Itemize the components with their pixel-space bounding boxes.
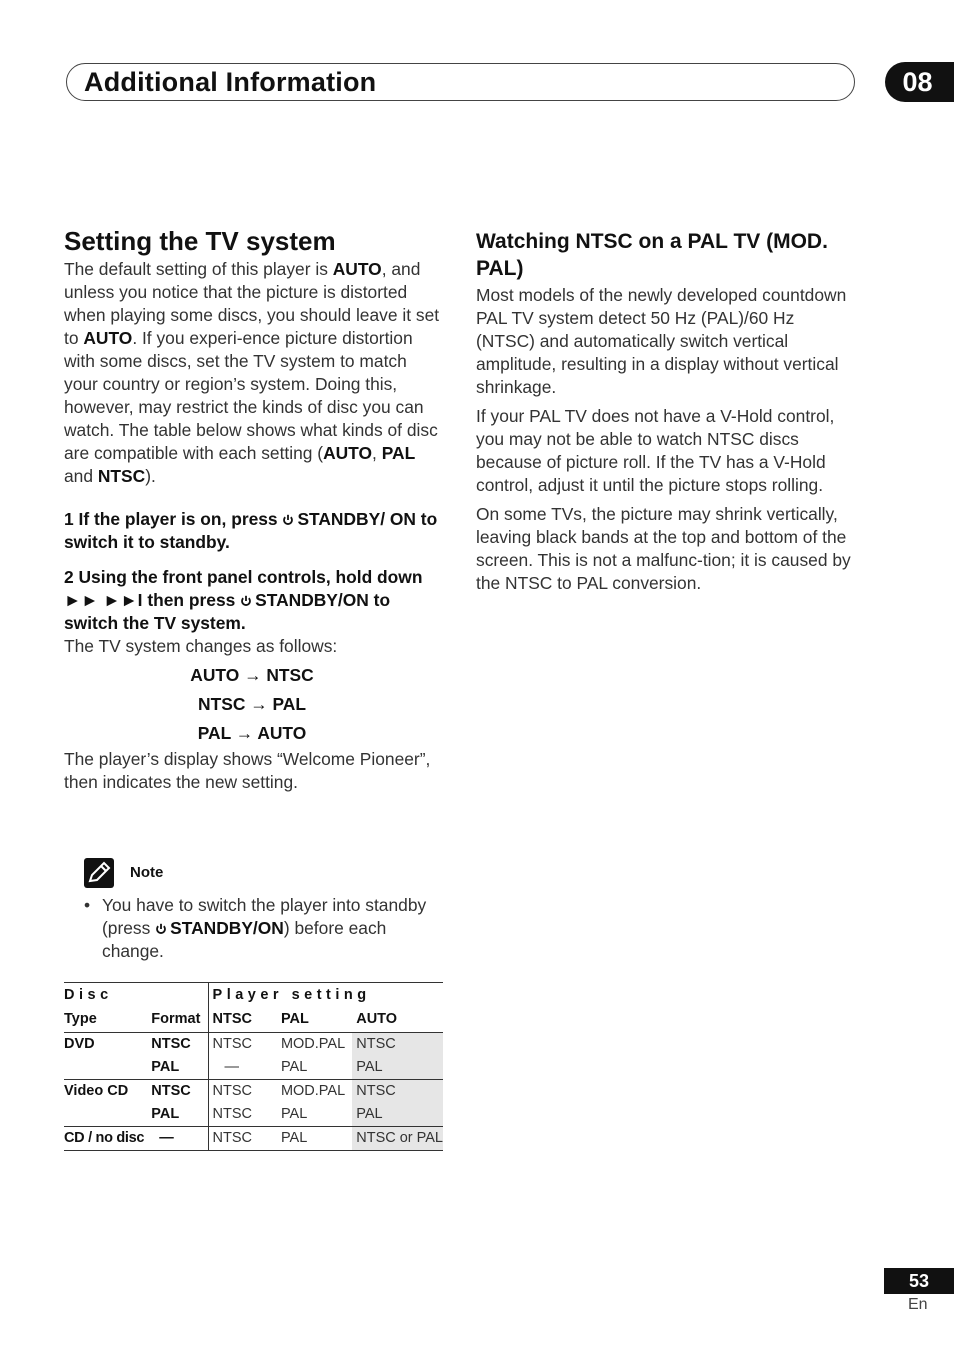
step-2-text-b: then press — [142, 590, 241, 610]
cell-ntsc: NTSC — [208, 1103, 277, 1127]
intro-text-5: and — [64, 466, 98, 486]
cell-type — [64, 1103, 151, 1127]
table-row — [64, 1126, 443, 1150]
intro-text-2: , and unless you notice that the picture is distorted when playing some discs, you should leave it set to — [64, 259, 440, 348]
intro-text-3: . If you experi-ence picture distortion with some discs, set the TV system to match your country or region’s system. Doing this, however, may restrict the kinds of disc you can watch. The table below shows what kinds of disc are compatible with each setting ( — [64, 328, 438, 463]
table-row — [64, 1103, 443, 1127]
intro-bold-1: AUTO — [332, 259, 382, 279]
cell-format: PAL — [151, 1106, 180, 1122]
intro-text-4: , — [372, 443, 382, 463]
intro-bold-2: AUTO — [83, 328, 133, 348]
table-row — [64, 1032, 443, 1056]
step-1-text-a: 1 If the player is on, press — [64, 509, 283, 529]
cell-auto: PAL — [352, 1103, 443, 1127]
arrow-right-icon: → — [244, 665, 262, 685]
sequence-line — [64, 661, 440, 690]
cell-auto: PAL — [352, 1056, 443, 1080]
cell-ntsc: NTSC — [208, 1032, 277, 1056]
cell-ntsc: NTSC — [208, 1079, 277, 1103]
cell-format: NTSC — [151, 1036, 191, 1052]
sequence-line — [64, 690, 440, 719]
table-subheader-row — [64, 1006, 443, 1032]
cell-pal: PAL — [280, 1059, 308, 1075]
note-text-1: You have to switch the player into standby (press — [102, 895, 427, 938]
section-title: Additional Information — [84, 67, 377, 97]
step-1-text-b: STANDBY/ ON to switch it to standby. — [64, 509, 438, 552]
cell-type — [64, 1056, 151, 1080]
step-1 — [64, 508, 440, 554]
cell-auto: NTSC — [352, 1079, 443, 1103]
note-bold: STANDBY/ON — [170, 918, 284, 938]
step-2-text-c: STANDBY/ON to switch the TV system. — [64, 590, 391, 633]
subsection-heading: Watching NTSC on a PAL TV (MOD. PAL) — [476, 230, 828, 280]
arrow-right-icon: → — [235, 723, 254, 743]
col-pal: PAL — [280, 1010, 309, 1027]
page-number: 53 — [884, 1268, 954, 1294]
bullet-dot: • — [84, 895, 91, 915]
tv-system-sequence — [64, 661, 440, 748]
note-bullet — [84, 894, 444, 963]
col-ntsc: NTSC — [208, 1006, 277, 1032]
disc-compatibility-table — [64, 982, 443, 1151]
cell-pal: PAL — [280, 1106, 308, 1122]
chapter-tab: 08 — [885, 62, 954, 102]
right-paragraph-1: Most models of the newly developed countdown PAL TV system detect 50 Hz (PAL)/60 Hz (NTSC) and automatically switch vertical amplitude, resulting in a display without vertical shrinkage. — [476, 285, 847, 397]
cell-auto: NTSC — [352, 1032, 443, 1056]
disc-header-text: Disc — [64, 986, 113, 1003]
power-icon — [282, 514, 294, 526]
power-icon — [240, 595, 252, 607]
player-setting-header-text: Player setting — [212, 986, 371, 1003]
sequence-from: PAL — [197, 723, 231, 743]
disc-header — [64, 983, 208, 1007]
step-2 — [64, 566, 440, 635]
cell-pal: MOD.PAL — [280, 1083, 346, 1099]
sequence-line — [64, 719, 440, 748]
intro-text-1: The default setting of this player is — [64, 259, 333, 279]
pencil-icon — [84, 858, 114, 888]
player-setting-header — [208, 983, 443, 1007]
arrow-right-icon: → — [250, 694, 268, 714]
cell-auto: NTSC or PAL — [352, 1126, 443, 1150]
note-text-2: ) before each change. — [102, 918, 387, 961]
cell-ntsc: NTSC — [208, 1126, 277, 1150]
sequence-to: PAL — [272, 694, 306, 714]
intro-paragraph — [64, 258, 440, 488]
left-column — [64, 226, 440, 794]
sequence-to: AUTO — [257, 723, 307, 743]
cell-pal: MOD.PAL — [280, 1036, 346, 1052]
step-2-text-a: 2 Using the front panel controls, hold down — [64, 567, 423, 587]
right-column — [476, 228, 856, 595]
note-pencil-icon — [84, 858, 114, 888]
table-header-row — [64, 983, 443, 1007]
cell-pal: PAL — [280, 1130, 308, 1146]
display-paragraph: The player’s display shows “Welcome Pioneer”, then indicates the new setting. — [64, 749, 431, 792]
page-heading: Setting the TV system — [64, 226, 336, 256]
cell-format: — — [159, 1130, 174, 1146]
col-type: Type — [64, 1010, 97, 1027]
intro-bold-5: NTSC — [97, 466, 146, 486]
intro-text-6: ). — [145, 466, 156, 486]
table-row — [64, 1079, 443, 1103]
note-label: Note — [130, 864, 164, 881]
power-icon — [155, 923, 167, 935]
right-paragraph-2: If your PAL TV does not have a V-Hold control, you may not be able to watch NTSC discs because of picture roll. If the TV has a V-Hold control, adjust it until the picture stops rolling. — [476, 406, 835, 495]
right-paragraph-3: On some TVs, the picture may shrink vertically, leaving black bands at the top and bottom of the screen. This is not a malfunc-tion; it is caused by the NTSC to PAL conversion. — [476, 504, 851, 593]
cell-format: NTSC — [151, 1083, 191, 1099]
col-auto: AUTO — [356, 1010, 398, 1027]
cell-type: CD / no disc — [64, 1130, 145, 1146]
cell-format: PAL — [151, 1059, 180, 1075]
col-format: Format — [151, 1010, 201, 1027]
cell-type: DVD — [64, 1036, 95, 1052]
cell-type: Video CD — [64, 1083, 129, 1099]
fast-forward-skip-icon: ►► ►►I — [64, 590, 143, 610]
table-row — [64, 1056, 443, 1080]
page-language: En — [908, 1296, 928, 1313]
sequence-to: NTSC — [266, 665, 314, 685]
intro-bold-4: PAL — [381, 443, 416, 463]
changes-intro: The TV system changes as follows: — [64, 636, 338, 656]
note-text — [102, 894, 444, 963]
cell-ntsc: — — [208, 1056, 277, 1080]
sequence-from: AUTO — [190, 665, 240, 685]
sequence-from: NTSC — [198, 694, 246, 714]
intro-bold-3: AUTO — [323, 443, 373, 463]
